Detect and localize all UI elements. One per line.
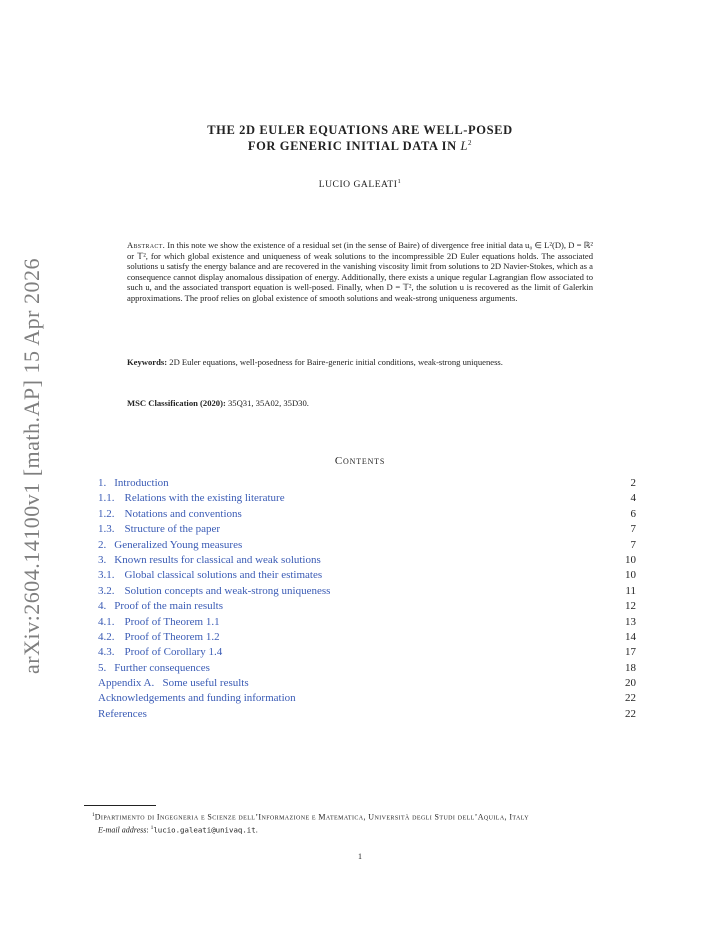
toc-entry-link[interactable] [98, 585, 330, 597]
toc-entry-title: References [98, 707, 147, 720]
page-number: 1 [358, 852, 362, 861]
toc-entry-link[interactable] [98, 692, 296, 704]
affiliation-text: Dipartimento di Ingegneria e Scienze dell’Informazione e Matematica, Università degli Studi dell’Aquila, Italy [94, 812, 529, 822]
title-space-symbol: L [460, 139, 468, 154]
toc-entry-page: 22 [625, 692, 636, 705]
abstract-text: In this note we show the existence of a residual set (in the sense of Baire) of divergence free initial data u₀ ∈ L²(D), D = ℝ² or 𝕋², for which global existence and uniqueness of weak solutions to the incompressible 2D Euler equations holds. The associated solutions u satisfy the energy balance and are recovered in the vanishing viscosity limit from solutions to 2D Navier-Stokes, which as a consequence cannot display anomalous dissipation of energy. Additionally, there exists a unique regular Lagrangian flow associated to such u, and the associated transport equation is well-posed. Finally, when D = 𝕋², the solution u is recovered as the limit of Galerkin approximations. The proof relies on global existence of smooth solutions and weak-strong uniqueness arguments. [127, 240, 593, 303]
toc-entry-link[interactable] [98, 631, 220, 643]
toc-entry-title: Global classical solutions and their estimates [124, 569, 323, 582]
author-name [0, 178, 720, 190]
toc-entry-page: 20 [625, 677, 636, 690]
toc-entry-proof-corollary-1-4[interactable] [98, 645, 636, 660]
toc-entry-page: 2 [630, 477, 636, 489]
footnote-rule [84, 805, 156, 806]
toc-entry-proof-main[interactable] [98, 599, 636, 614]
table-of-contents [98, 476, 636, 722]
arxiv-identifier: arXiv:2604.14100v1 [math.AP] 15 Apr 2026 [19, 258, 44, 674]
msc-classification [127, 398, 593, 409]
toc-entry-notations[interactable] [98, 507, 636, 522]
toc-entry-proof-theorem-1-1[interactable] [98, 615, 636, 630]
toc-entry-solution-concepts[interactable] [98, 584, 636, 599]
toc-entry-page: 18 [625, 661, 636, 674]
toc-entry-number: 3.1. [98, 569, 115, 582]
toc-entry-link[interactable] [98, 600, 223, 612]
toc-entry-number: 4.3. [98, 646, 115, 659]
email-end: . [255, 825, 258, 835]
toc-entry-young-measures[interactable] [98, 538, 636, 553]
toc-entry-page: 7 [630, 538, 636, 551]
toc-entry-link[interactable] [98, 523, 220, 535]
toc-entry-known-results[interactable] [98, 553, 636, 568]
toc-entry-number: 3.2. [98, 584, 115, 597]
email-label: E-mail address [98, 825, 147, 835]
toc-entry-page: 10 [625, 553, 636, 566]
toc-entry-page: 12 [625, 600, 636, 613]
toc-entry-number: 4. [98, 600, 107, 613]
toc-entry-title: Structure of the paper [124, 523, 221, 536]
toc-entry-number: 5. [98, 661, 107, 674]
toc-entry-number: 1. [98, 477, 107, 489]
toc-entry-page: 6 [630, 507, 636, 520]
abstract [127, 240, 593, 304]
title-space-exponent: 2 [468, 139, 473, 147]
toc-entry-number: 1.2. [98, 507, 115, 520]
toc-entry-link[interactable] [98, 646, 222, 658]
toc-entry-link[interactable] [98, 616, 220, 628]
toc-entry-link[interactable] [98, 508, 242, 520]
keywords [127, 357, 593, 368]
toc-entry-number: 4.1. [98, 615, 115, 628]
paper-title-line1: THE 2D EULER EQUATIONS ARE WELL-POSED [207, 123, 513, 137]
toc-entry-title: Proof of Theorem 1.1 [124, 615, 220, 628]
toc-entry-number: 2. [98, 538, 107, 551]
toc-entry-link[interactable] [98, 492, 285, 504]
keywords-label: Keywords: [127, 357, 168, 367]
toc-entry-page: 7 [630, 523, 636, 536]
toc-entry-link[interactable] [98, 477, 169, 489]
keywords-text: 2D Euler equations, well-posedness for Baire-generic initial conditions, weak-strong uniqueness. [169, 357, 503, 367]
toc-entry-title: Proof of Corollary 1.4 [124, 646, 223, 659]
toc-entry-page: 17 [625, 646, 636, 659]
toc-entry-link[interactable] [98, 554, 321, 566]
toc-entry-number: 4.2. [98, 630, 115, 643]
toc-entry-title: Proof of the main results [114, 600, 224, 613]
toc-entry-acknowledgements[interactable] [98, 691, 636, 706]
toc-entry-link[interactable] [98, 539, 242, 551]
toc-entry-structure[interactable] [98, 522, 636, 537]
toc-entry-link[interactable] [98, 708, 147, 720]
toc-entry-number: 1.3. [98, 523, 115, 536]
toc-entry-page: 11 [625, 584, 636, 597]
toc-entry-number: 1.1. [98, 492, 115, 505]
contents-heading: Contents [334, 455, 386, 467]
toc-entry-title: Further consequences [114, 661, 210, 674]
toc-entry-page: 10 [625, 569, 636, 582]
author-text: LUCIO GALEATI [318, 179, 398, 191]
toc-entry-appendix-a[interactable] [98, 676, 636, 691]
footnote-affiliation [84, 810, 636, 823]
paper-title-line2-text: FOR GENERIC INITIAL DATA IN [247, 139, 457, 154]
email-address[interactable]: lucio.galeati@univaq.it [153, 825, 256, 835]
footnote [84, 810, 636, 836]
toc-entry-title: Appendix A. Some useful results [98, 677, 249, 690]
toc-entry-title: Introduction [114, 477, 169, 489]
toc-entry-proof-theorem-1-2[interactable] [98, 630, 636, 645]
toc-entry-page: 4 [630, 492, 636, 505]
toc-entry-link[interactable] [98, 662, 210, 674]
paper-title-line2 [0, 139, 720, 154]
abstract-label: Abstract. [127, 240, 166, 250]
email-mark: 1 [150, 825, 154, 832]
toc-entry-page: 13 [625, 615, 636, 628]
footnote-email-line: E-mail address: $^1$lucio.galeati@univaq.it. [98, 825, 258, 835]
toc-entry-introduction[interactable] [98, 476, 636, 491]
toc-entry-title: Notations and conventions [124, 507, 242, 520]
msc-label: MSC Classification (2020): [127, 398, 226, 408]
author-footnote-mark: 1 [397, 178, 402, 185]
toc-entry-link[interactable] [98, 677, 249, 689]
footnote-mark: 1 [92, 812, 95, 818]
toc-entry-title: Solution concepts and weak-strong uniqueness [124, 584, 331, 597]
toc-entry-references[interactable] [98, 707, 636, 722]
toc-entry-title: Relations with the existing literature [124, 492, 285, 505]
toc-entry-title: Proof of Theorem 1.2 [124, 630, 220, 643]
toc-entry-page: 14 [625, 630, 636, 643]
toc-entry-number: 3. [98, 553, 107, 566]
toc-entry-link[interactable] [98, 569, 322, 581]
toc-entry-title: Known results for classical and weak solutions [114, 553, 321, 566]
toc-entry-relations-literature[interactable] [98, 491, 636, 506]
toc-entry-title: Generalized Young measures [114, 538, 243, 551]
toc-entry-title: Acknowledgements and funding information [98, 692, 296, 705]
toc-entry-further-consequences[interactable] [98, 661, 636, 676]
toc-entry-global-classical[interactable] [98, 568, 636, 583]
toc-entry-page: 22 [625, 707, 636, 720]
msc-text: 35Q31, 35A02, 35D30. [227, 398, 309, 408]
